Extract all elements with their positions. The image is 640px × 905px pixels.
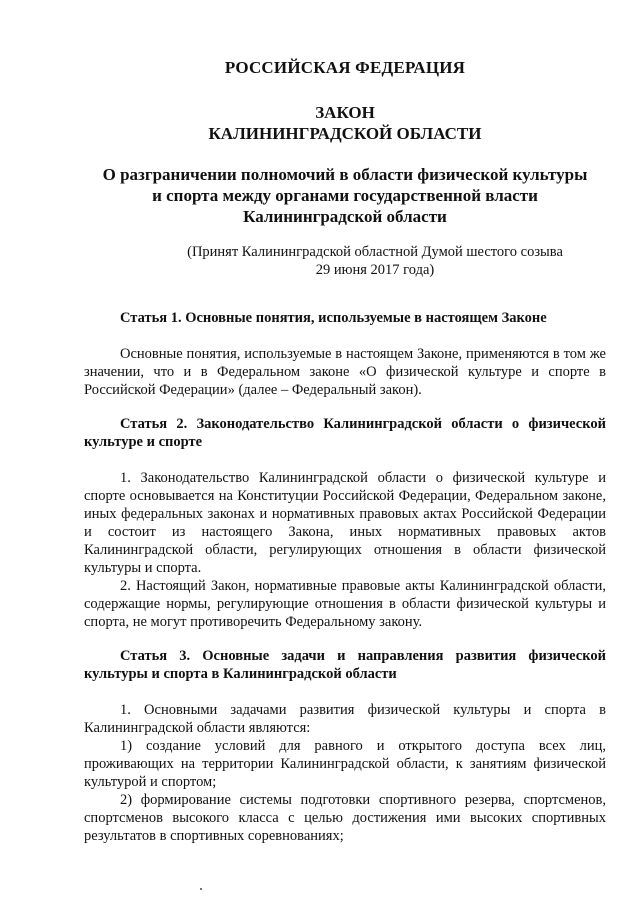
federation-heading: РОССИЙСКАЯ ФЕДЕРАЦИЯ (224, 58, 466, 77)
article-3-paragraph-1: 1. Основными задачами развития физической культуры и спорта в Калининградской области являются: (84, 702, 606, 736)
article-2-paragraph-2: 2. Настоящий Закон, нормативные правовые акты Калининградской области, содержащие нормы, регулирующие отношения в области физической культуры и спорта, не могут противоречить Федеральному закону. (84, 578, 606, 630)
law-title-line-2: и спорта между органами государственной власти (152, 186, 538, 205)
article-3-item-2: 2) формирование системы подготовки спортивного резерва, спортсменов, спортсменов высокого класса с целью достижения ими высоких спортивных результатов в спортивных соревнованиях; (84, 792, 606, 844)
adoption-note (84, 243, 606, 279)
article-1-paragraph-1: Основные понятия, используемые в настоящем Законе, применяются в том же значении, что и в Федеральном законе «О физической культуре и спорте в Российской Федерации» (далее – Федеральный закон). (84, 346, 606, 398)
law-heading-line-1: ЗАКОН (315, 103, 375, 122)
article-3-item-1: 1) создание условий для равного и открытого доступа всех лиц, проживающих на территории Калининградской области, к занятиям физической культурой и спортом; (84, 738, 606, 790)
law-title (84, 164, 606, 227)
article-1-heading: Статья 1. Основные понятия, используемые в настоящем Законе (120, 310, 547, 326)
law-heading (84, 102, 606, 144)
article-1 (84, 309, 606, 399)
article-3 (84, 647, 606, 845)
adoption-note-line-2: 29 июня 2017 года) (315, 262, 435, 278)
article-2 (84, 415, 606, 631)
article-2-paragraph-1: 1. Законодательство Калининградской области о физической культуре и спорте основывается на Конституции Российской Федерации, Федеральном законе, иных федеральных законах и нормативных правовых актах Российской Федерации и состоит из настоящего Закона, иных нормативных правовых актов Калининградской области, регулирующих отношения в области физической культуры и спорта. (84, 470, 606, 576)
article-2-heading: Статья 2. Законодательство Калининградской области о физической культуре и спорте (84, 416, 606, 450)
law-title-line-3: Калининградской области (243, 207, 447, 226)
adoption-note-line-1: (Принят Калининградской областной Думой шестого созыва (187, 244, 563, 260)
scan-dot-mark (200, 888, 202, 890)
article-3-heading: Статья 3. Основные задачи и направления развития физической культуры и спорта в Калининградской области (84, 648, 606, 682)
law-title-line-1: О разграничении полномочий в области физической культуры (102, 165, 588, 184)
law-heading-line-2: КАЛИНИНГРАДСКОЙ ОБЛАСТИ (208, 124, 482, 143)
